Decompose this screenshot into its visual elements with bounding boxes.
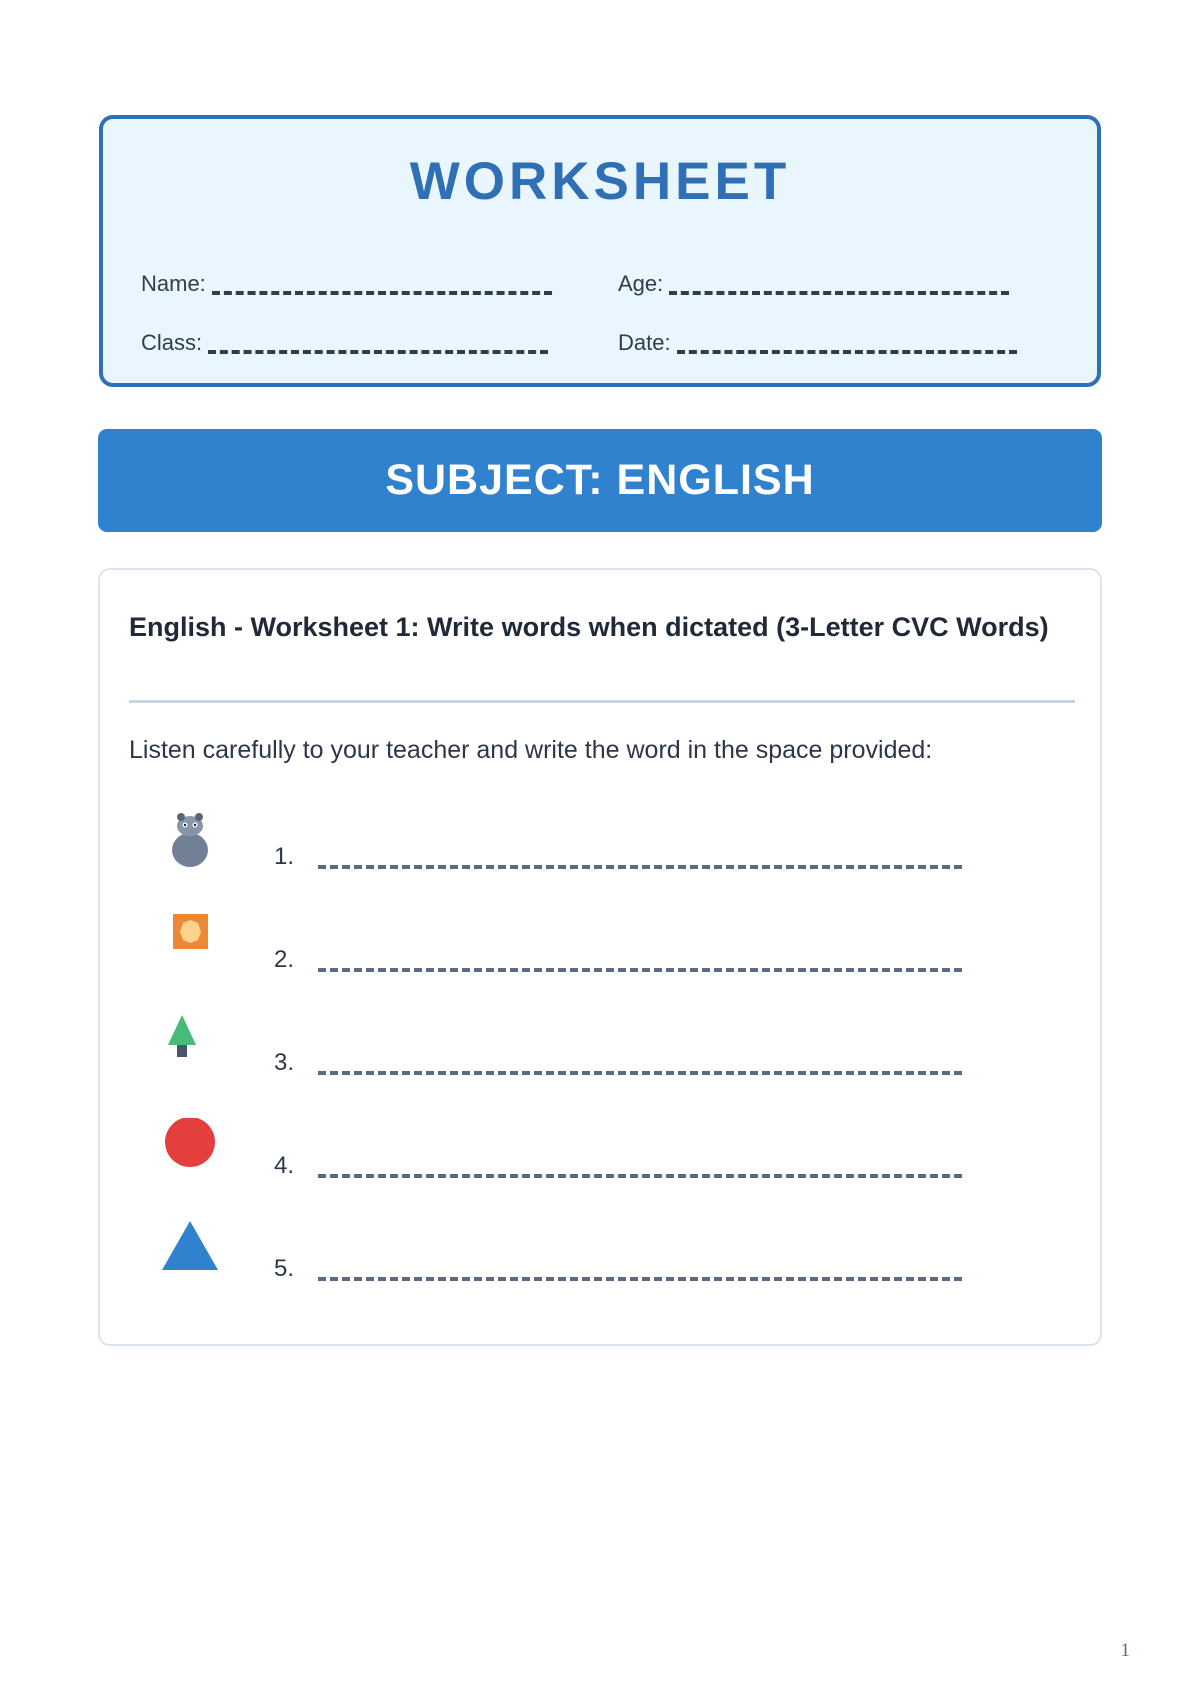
age-field[interactable] <box>618 265 1009 295</box>
subject-label: SUBJECT: ENGLISH <box>385 456 815 504</box>
item-number: 3. <box>274 1049 295 1076</box>
answer-blank[interactable] <box>318 1071 962 1075</box>
class-field[interactable] <box>141 324 548 354</box>
blue-triangle-icon <box>160 1221 230 1291</box>
name-field[interactable] <box>141 265 552 295</box>
date-blank[interactable] <box>677 350 1017 354</box>
class-blank[interactable] <box>208 350 548 354</box>
orange-square-icon <box>160 912 230 982</box>
exercise-card <box>98 568 1102 1346</box>
class-label: Class: <box>141 330 203 355</box>
name-blank[interactable] <box>212 291 552 295</box>
date-field[interactable] <box>618 324 1017 354</box>
hippo-icon <box>160 809 230 879</box>
name-label: Name: <box>141 271 206 296</box>
item-number: 4. <box>274 1152 295 1179</box>
divider <box>129 700 1075 703</box>
item-number: 2. <box>274 946 295 973</box>
list-item <box>100 1221 1100 1311</box>
list-item <box>100 1015 1100 1105</box>
answer-blank[interactable] <box>318 1277 962 1281</box>
worksheet-title: WORKSHEET <box>409 152 791 211</box>
answer-blank[interactable] <box>318 865 962 869</box>
date-label: Date: <box>618 330 671 355</box>
page-number: 1 <box>1120 1640 1130 1661</box>
age-blank[interactable] <box>669 291 1009 295</box>
list-item <box>100 1118 1100 1208</box>
age-label: Age: <box>618 271 664 296</box>
answer-blank[interactable] <box>318 1174 962 1178</box>
tree-icon <box>160 1015 230 1085</box>
subject-banner <box>98 429 1102 532</box>
item-number: 5. <box>274 1255 295 1282</box>
red-circle-icon <box>160 1118 230 1188</box>
answer-blank[interactable] <box>318 968 962 972</box>
instructions: Listen carefully to your teacher and write the word in the space provided: <box>129 736 933 764</box>
worksheet-header <box>99 115 1101 387</box>
item-number: 1. <box>274 843 295 870</box>
list-item <box>100 912 1100 1002</box>
exercise-title: English - Worksheet 1: Write words when dictated (3-Letter CVC Words) <box>129 612 1049 642</box>
list-item <box>100 809 1100 899</box>
